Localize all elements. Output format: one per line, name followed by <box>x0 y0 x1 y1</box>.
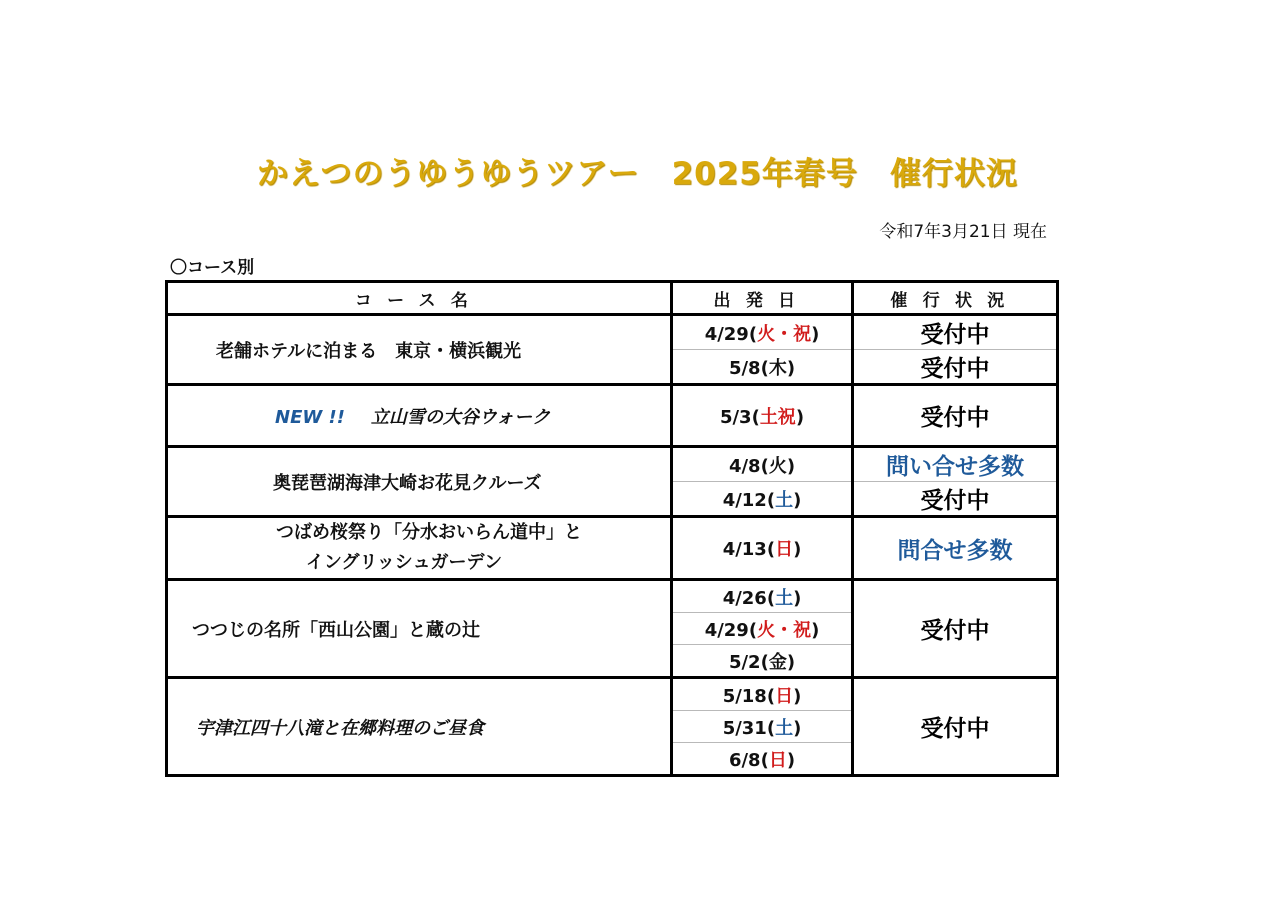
table-row <box>167 517 1058 580</box>
header-date: 出発日 <box>672 282 853 315</box>
day-label: 日 <box>768 749 787 771</box>
course-name-line1: つばめ桜祭り「分水おいらん道中」と <box>276 522 582 543</box>
status-badge: 受付中 <box>853 678 1058 776</box>
day-label: 土祝 <box>759 406 796 428</box>
day-label: 火・祝 <box>757 323 812 345</box>
departure-date: 4/12(土) <box>672 482 853 517</box>
status-badge: 問合せ多数 <box>853 517 1058 580</box>
day-label: 土 <box>775 717 794 739</box>
course-name-line2: イングリッシュガーデン <box>305 552 503 573</box>
day-label: 木 <box>768 357 787 379</box>
departure-date: 4/29(火・祝) <box>672 613 853 645</box>
status-badge: 受付中 <box>853 580 1058 678</box>
departure-date: 6/8(日) <box>672 743 853 776</box>
tour-status-table <box>165 280 1059 777</box>
day-label: 火 <box>768 455 787 477</box>
table-row <box>167 678 1058 711</box>
course-name: NEW !! 立山雪の大谷ウォーク <box>167 385 672 447</box>
departure-date: 5/31(土) <box>672 711 853 743</box>
departure-date: 5/3(土祝) <box>672 385 853 447</box>
new-badge: NEW !! <box>275 406 345 428</box>
day-label: 日 <box>775 539 794 560</box>
departure-date: 4/26(土) <box>672 580 853 613</box>
day-label: 土 <box>775 587 794 609</box>
departure-date: 4/29(火・祝) <box>672 315 853 350</box>
table-row <box>167 385 1058 447</box>
course-name: 老舗ホテルに泊まる 東京・横浜観光 <box>167 315 672 385</box>
header-course: コース名 <box>167 282 672 315</box>
departure-date: 5/18(日) <box>672 678 853 711</box>
status-badge: 問い合せ多数 <box>853 447 1058 482</box>
departure-date: 4/8(火) <box>672 447 853 482</box>
table-row <box>167 315 1058 350</box>
status-badge: 受付中 <box>853 482 1058 517</box>
departure-date: 5/8(木) <box>672 350 853 385</box>
page-title: かえつのうゆうゆうツアー 2025年春号 催行状況 <box>257 156 1018 192</box>
section-label: 〇コース別 <box>170 258 255 278</box>
day-label: 土 <box>775 489 794 511</box>
course-name: 奥琵琶湖海津大崎お花見クルーズ <box>167 447 672 517</box>
table-row <box>167 580 1058 613</box>
course-name: 宇津江四十八滝と在郷料理のご昼食 <box>167 678 672 776</box>
departure-date: 5/2(金) <box>672 645 853 678</box>
status-badge: 受付中 <box>853 315 1058 350</box>
status-badge: 受付中 <box>853 385 1058 447</box>
day-label: 日 <box>775 685 794 707</box>
table-row <box>167 447 1058 482</box>
header-status: 催行状況 <box>853 282 1058 315</box>
departure-date: 4/13(日) <box>672 517 853 580</box>
table-header-row <box>167 282 1058 315</box>
course-name: つつじの名所「西山公園」と蔵の辻 <box>167 580 672 678</box>
status-badge: 受付中 <box>853 350 1058 385</box>
course-name <box>167 517 672 580</box>
day-label: 金 <box>768 651 787 673</box>
day-label: 火・祝 <box>757 619 812 641</box>
as-of-date: 令和7年3月21日 現在 <box>879 222 1047 242</box>
